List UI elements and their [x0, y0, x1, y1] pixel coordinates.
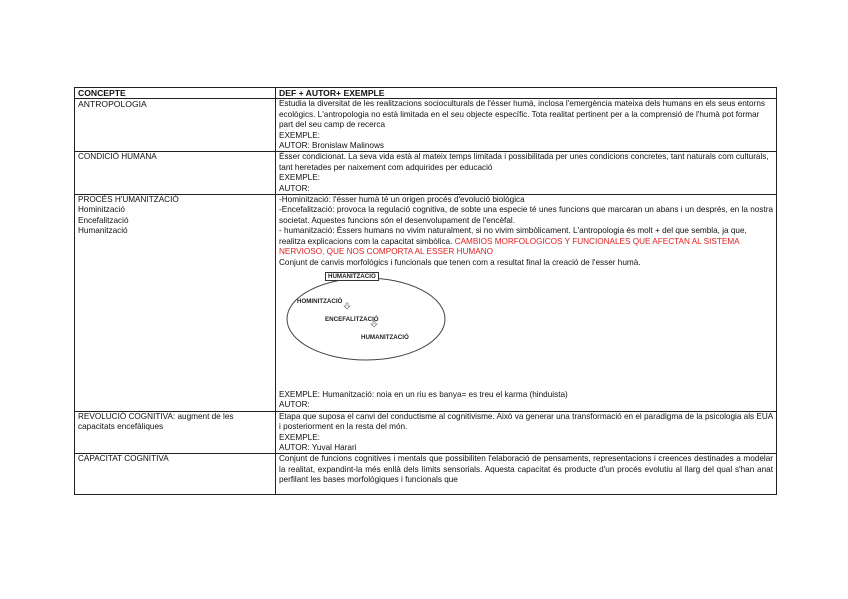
definition-cell: [276, 152, 777, 195]
example-label: EXEMPLE: Humanització: noia en un riu es banya= es treu el karma (hinduista): [279, 389, 568, 399]
table-row: [75, 99, 777, 152]
definition-text: Conjunt de funcions cognitives i mentals que possibiliten l'elaboració de pensaments, representacions i creences destinades a modelar la realitat, expandint-la més enllà dels límits sensorials. Aquesta capacitat és producte d'un procés evolutiu al llarg del qual s'han anat perfilant les bases morfològiques i funcionals que: [279, 454, 773, 485]
definition-cell: [276, 195, 777, 412]
definition-humanitzacio: - humanització: Éssers humans no vivim naturalment, si no vivim simbòlicament. L'antropologia és molt + del que sembla, ja que, realitza explicacions com la capacitat simbòlica.: [279, 226, 747, 246]
diagram-top-label: HUMANITZACIÓ: [325, 272, 379, 281]
example-label: EXEMPLE:: [279, 130, 320, 140]
table-header-row: [75, 88, 777, 99]
term-proces-humanitzacio: PROCÉS H'UMANITZACIÓ: [78, 195, 179, 205]
table-row: [75, 411, 777, 454]
concepts-table: [74, 87, 777, 495]
term-cell: [75, 411, 276, 454]
definition-cell: [276, 411, 777, 454]
header-definition: DEF + AUTOR+ EXEMPLE: [276, 88, 777, 99]
term-encefalitzacio: Encefalització: [78, 215, 129, 225]
definition-text: Ésser condicionat. La seva vida està al mateix temps limitada i possibilitada per unes condicions concretes, tant naturals com culturals, tant heretades per naixement com adquirides per educació: [279, 152, 769, 172]
header-concepte: CONCEPTE: [75, 88, 276, 99]
table-row: [75, 454, 777, 495]
definition-cell: [276, 454, 777, 495]
term-condicio-humana: CONDICIÓ HUMANA: [78, 152, 157, 162]
author-label: AUTOR: Yuval Harari: [279, 442, 357, 452]
definition-summary: Conjunt de canvis morfològics i funcionals que tenen com a resultat final la creació de l'esser humà.: [279, 257, 641, 267]
term-capacitat-cognitiva: CAPACITAT COGNITIVA: [78, 454, 169, 464]
term-revolucio-cognitiva: REVOLUCIÓ COGNITIVA: augment de les capacitats encefàliques: [78, 411, 234, 432]
term-cell: [75, 195, 276, 412]
definition-text: Etapa que suposa el canvi del conductisme al cognitivisme. Això va generar una transformació en el paradigma de la psicologia als EUA i posteriorment en la resta del món.: [279, 411, 773, 432]
term-hominitzacio: Hominització: [78, 205, 125, 215]
table-row: [75, 195, 777, 412]
term-cell: [75, 454, 276, 495]
diagram-step-encefalitzacio: ENCEFALITZACIÓ: [325, 315, 379, 323]
example-label: EXEMPLE:: [279, 432, 320, 442]
author-label: AUTOR:: [279, 400, 310, 410]
example-label: EXEMPLE:: [279, 173, 320, 183]
definition-text: Estudia la diversitat de les realitzacions socioculturals de l'ésser humà, inclosa l'emergència mateixa dels humans en els seus entorns ecològics. L'antropologia no està limitada en el seu objecte específic. Tota realitat pertinent per a la comprensió de l'humà pot formar part del seu camp de recerca: [279, 99, 765, 130]
author-label: AUTOR:: [279, 183, 310, 193]
term-cell: [75, 152, 276, 195]
term-humanitzacio: Humanització: [78, 226, 128, 236]
definition-text-clipped: [279, 454, 773, 494]
diagram-step-hominitzacio: HOMINITZACIÓ: [297, 297, 343, 305]
author-label: AUTOR: Bronislaw Malinows: [279, 141, 384, 151]
table-row: [75, 152, 777, 195]
humanization-diagram: [281, 270, 451, 368]
term-antropologia: ANTROPOLOGIA: [78, 99, 147, 110]
definition-cell: [276, 99, 777, 152]
diagram-step-humanitzacio: HUMANITZACIÓ: [361, 333, 409, 341]
red-highlight-text: CAMBIOS MORFOLOGICOS Y FUNCIONALES QUE AFECTAN AL SISTEMA NERVIOSO, QUE NOS COMPORTA AL ESSER HUMANO: [279, 236, 740, 257]
definition-encefalitzacio: -Encefalització: provoca la regulació cognitiva, de sobte una especie té unes funcions que marcaran un abans i un després, en la nostra societat. Aquestes funcions són el desenvolupament de l'encèfal.: [279, 205, 773, 225]
term-cell: [75, 99, 276, 152]
definition-hominitzacio: -Hominització: l'ésser humà té un origen procés d'evolució biològica: [279, 195, 525, 205]
